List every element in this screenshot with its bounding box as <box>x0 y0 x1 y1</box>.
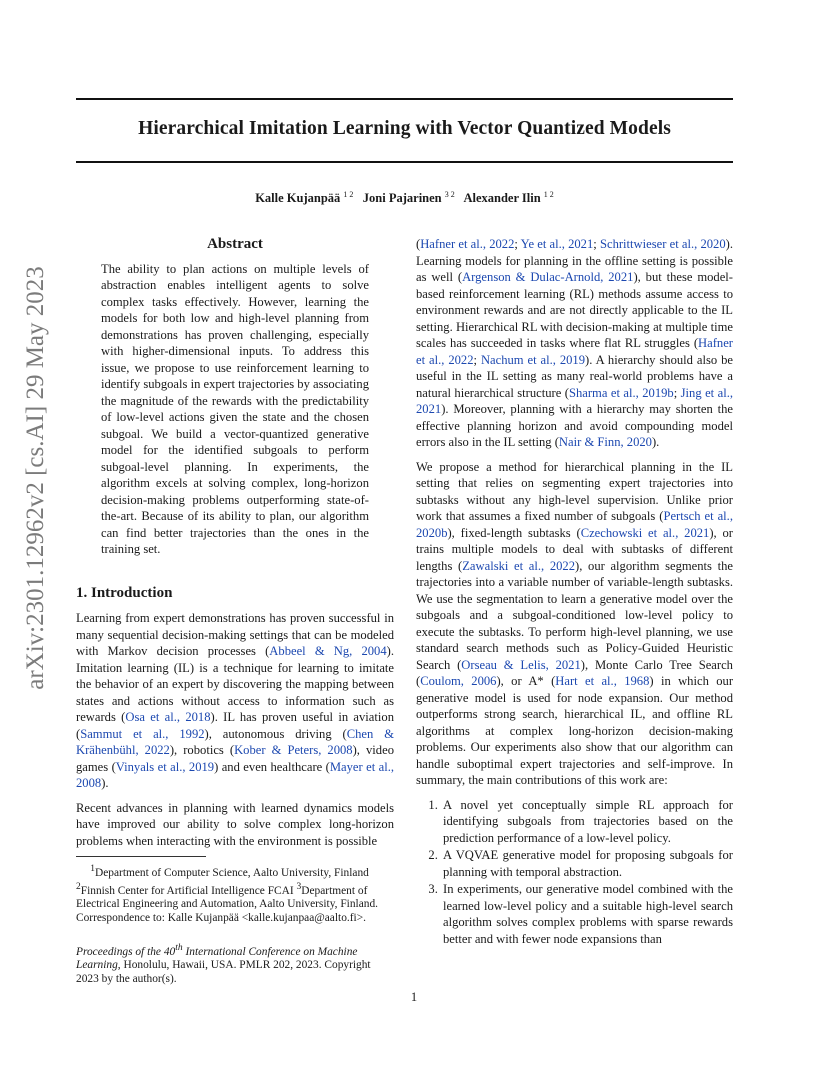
left-column <box>76 236 394 857</box>
body-text: ) in which our generative model is used for node expansion. Our method outperforms strong search, hierarchical IL, and offline RL algorithms at complex long-horizon decision-making problems. Our experiments also show that our algorithm can handle suboptimal expert trajectories and self-improve. In summary, the main contributions of this work are: <box>416 674 734 787</box>
citation-link[interactable]: Kober & Peters, 2008 <box>234 743 353 757</box>
body-text: ) and even healthcare ( <box>214 759 330 774</box>
body-text: ), robotics ( <box>169 743 235 757</box>
body-text: ). <box>651 435 660 449</box>
right-paragraph-2 <box>416 459 733 789</box>
footnotes <box>76 856 394 987</box>
body-text: ; <box>593 237 600 251</box>
citation-link[interactable]: Mayer et al., 2008 <box>76 759 395 790</box>
contribution-item: 3. In experiments, our generative model combined with the learned low-level policy and a suitable high-level search algorithm solves complex problems with sparse rewards better and with fewer node expansions than <box>441 881 733 947</box>
body-text: ), autonomous driving ( <box>204 726 347 741</box>
body-text: Learning from expert demonstrations has proven successful in many sequential decision-making settings that can be modeled with Markov decision processes ( <box>76 611 394 658</box>
paper-title: Hierarchical Imitation Learning with Vector Quantized Models <box>138 118 671 139</box>
body-text: ( <box>416 237 421 251</box>
citation-link[interactable]: Hafner et al., 2022 <box>416 336 733 367</box>
body-text: ), our algorithm segments the trajectories into a variable number of variable-length subtasks. We use the segmentation to learn a generative model over the subgoals and a subgoal-conditioned low-level policy to execute the subtasks. To perform high-level planning, we use standard search methods such as Policy-Guided Heuristic Search ( <box>416 558 733 672</box>
page-number: 1 <box>410 990 418 1004</box>
body-text: ), fixed-length subtasks ( <box>447 525 581 540</box>
body-text: ). Moreover, planning with a hierarchy may shorten the effective planning horizon and avoid compounding model errors also in the IL setting ( <box>416 402 733 449</box>
citation-link[interactable]: Hart et al., 1968 <box>555 674 650 688</box>
citation-link[interactable]: Nair & Finn, 2020 <box>558 435 652 449</box>
citation-link[interactable]: Pertsch et al., 2020b <box>416 509 733 540</box>
author-1: Kalle Kujanpää $^{1 2}$ <box>255 190 354 206</box>
author-3: Alexander Ilin $^{1 2}$ <box>463 190 554 206</box>
body-text: ), or trains multiple models to deal with subtasks of different lengths ( <box>416 525 733 573</box>
body-text: ). Learning models for planning in the offline setting is possible as well ( <box>416 237 733 284</box>
right-column <box>416 236 733 948</box>
title-rule <box>76 161 733 163</box>
body-text: ; <box>514 237 521 251</box>
abstract-heading: Abstract <box>207 236 263 252</box>
contribution-item: 1. A novel yet conceptually simple RL approach for identifying subgoals from trajectories based on the prediction performance of a low-level policy. <box>441 797 733 847</box>
body-text: ). A hierarchy should also be useful in the IL setting as many real-world problems have a natural hierarchical structure ( <box>416 352 733 400</box>
author-2: Joni Pajarinen $^{3 2}$ <box>362 190 455 206</box>
right-paragraph-1 <box>416 236 733 451</box>
citation-link[interactable]: Chen & Krähenbühl, 2022 <box>76 726 394 757</box>
abstract-text: The ability to plan actions on multiple levels of abstraction enables intelligent agents to solve complex tasks effectively. However, learning the models for both low and high-level planning from demonstrations has proven challenging, especially with higher-dimensional inputs. To address this issue, we propose to use reinforcement learning to identify subgoals in expert trajectories by associating the magnitude of the rewards with the predictability of low-level actions given the state and the chosen subgoal. We build a vector-quantized generative model for the identified subgoals to perform subgoal-level planning. In experiments, the algorithm excels at solving complex, long-horizon decision-making problems outperforming state-of-the-art. Because of its ability to plan, our algorithm can find better trajectories than the ones in the training set. <box>101 261 369 556</box>
body-text: ), but these model-based reinforcement learning (RL) methods assume access to environment rewards and are not directly applicable to the IL setting. Hierarchical RL with decision-making at multiple time scales has succeeded in tasks where flat RL struggles ( <box>416 270 733 350</box>
citation-link[interactable]: Hafner et al., 2022 <box>420 237 515 251</box>
body-text: ). IL has proven useful in aviation ( <box>76 710 394 741</box>
body-text: We propose a method for hierarchical planning in the IL setting that relies on segmenting expert trajectories into subtasks without any high-level supervision. Unlike prior work that assumes a fixed number of subgoals ( <box>416 459 733 523</box>
citation-link[interactable]: Czechowski et al., 2021 <box>580 525 710 540</box>
body-text: ; <box>473 352 481 367</box>
contributions-list <box>416 797 733 948</box>
intro-paragraph-1 <box>76 610 394 792</box>
body-text: ), Monte Carlo Tree Search ( <box>416 657 733 688</box>
citation-link[interactable]: Coulom, 2006 <box>420 674 497 688</box>
intro-heading: 1. Introduction <box>76 584 173 601</box>
citation-link[interactable]: Argenson & Dulac-Arnold, 2021 <box>462 270 634 284</box>
citation-link[interactable]: Schrittwieser et al., 2020 <box>599 237 726 251</box>
footnote-1: $^1$Department of Computer Science, Aalto University, Finland <box>90 864 369 879</box>
body-text: Recent advances in planning with learned dynamics models have improved our ability to solve complex long-horizon problems when interacting with the environment is possible <box>76 800 394 848</box>
citation-link[interactable]: Vinyals et al., 2019 <box>115 759 215 774</box>
top-rule <box>76 98 733 100</box>
citation-link[interactable]: Sammut et al., 1992 <box>80 726 205 741</box>
body-text: ), or A* ( <box>496 674 556 688</box>
body-text: ), video games ( <box>76 743 394 774</box>
author-list <box>76 190 733 206</box>
arxiv-stamp-text: arXiv:2301.12962v2 [cs.AI] 29 May 2023 <box>22 266 49 690</box>
body-text: ). Imitation learning (IL) is a technique for learning to imitate the behavior of an expert by discovering the mapping between states and actions without access to information such as rewards ( <box>76 644 394 724</box>
citation-link[interactable]: Zawalski et al., 2022 <box>462 558 576 573</box>
body-text: ). <box>101 776 109 790</box>
contribution-item: 2. A VQVAE generative model for proposing subgoals for planning with temporal abstraction. <box>441 847 733 880</box>
citation-link[interactable]: Abbeel & Ng, 2004 <box>269 644 387 658</box>
intro-paragraph-2 <box>76 800 394 850</box>
proceedings-note: Proceedings of the 40th International Conference on Machine Learning, Honolulu, Hawaii, USA. PMLR 202, 2023. Copyright 2023 by the author(s). <box>76 942 371 986</box>
citation-link[interactable]: Sharma et al., 2019b <box>568 385 674 400</box>
footnote-separator <box>76 856 206 857</box>
citation-link[interactable]: Ye et al., 2021 <box>520 237 594 251</box>
citation-link[interactable]: Osa et al., 2018 <box>125 710 211 724</box>
body-text: ; <box>673 385 681 400</box>
citation-link[interactable]: Orseau & Lelis, 2021 <box>461 657 581 672</box>
citation-link[interactable]: Nachum et al., 2019 <box>480 352 586 367</box>
footnote-2: $^2$Finnish Center for Artificial Intelligence FCAI $^3$Department of Electrical Engineering and Automation, Aalto University, Finland. Correspondence to: Kalle Kujanpää <kalle.kujanpaa@aalto.fi>. <box>76 881 378 924</box>
citation-link[interactable]: Jing et al., 2021 <box>416 385 734 416</box>
